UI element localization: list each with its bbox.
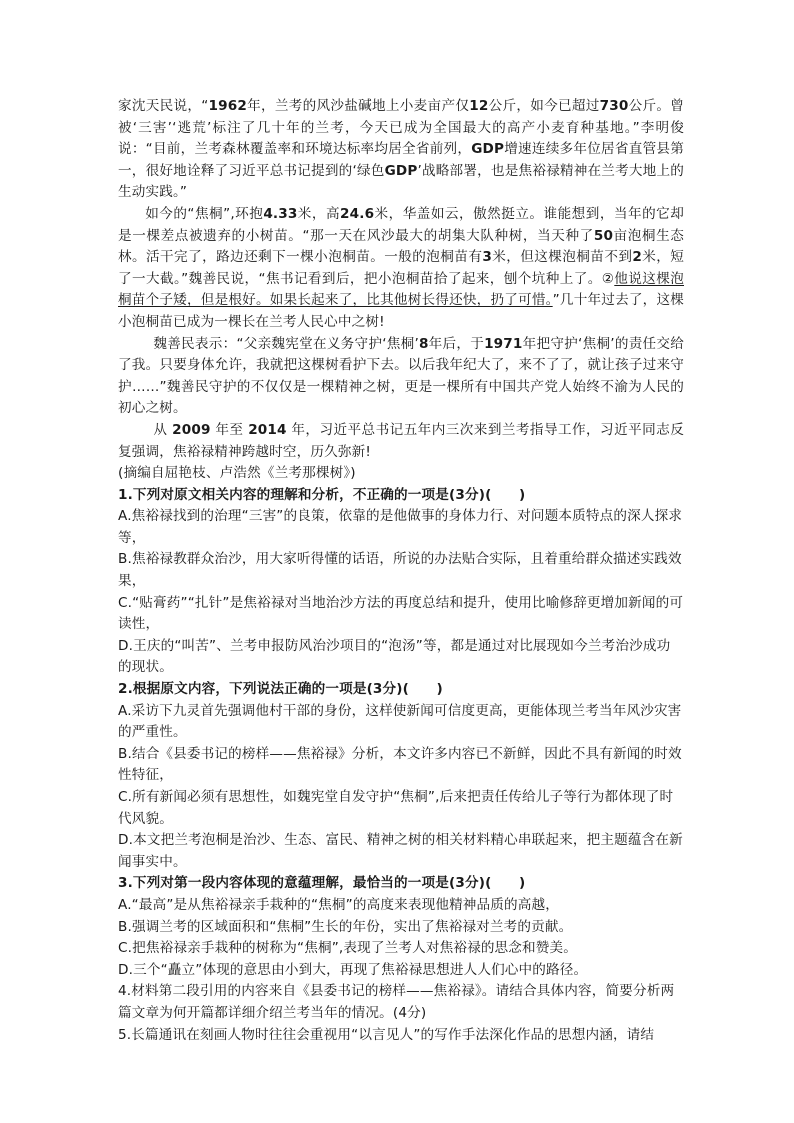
number: 2 [632, 249, 642, 266]
question-4 [118, 981, 684, 1024]
text: 年后，于 [428, 335, 485, 352]
text: 年把守护‘焦桐’的责任交给了我。只要身体允许，我就把这棵树看护下去。以后我年纪大了，来不了了，就让孩子过来守护……”魏善民守护的不仅仅是一棵精神之树，更是一棵所有中国共产党人始终不渝为人民的初心之树。 [118, 335, 684, 417]
text: 增速连续多年位居省直管县第一，很好地诠释了习近平总书记提到的‘绿色 [118, 141, 684, 179]
number: 1962 [208, 98, 247, 114]
option-a: A.“最高”是从焦裕禄亲手栽种的“焦桐”的高度来表现他精神品质的高越， [118, 896, 560, 913]
text: 公斤。曾被‘三害’‘逃荒’标注了几十年的兰考，今天已成为全国最大的高产小麦育种基地。”李明俊说：“目前，兰考森林覆盖率和环境达标率均居全省前列， [118, 98, 685, 158]
number: 8 [418, 335, 429, 352]
option-a: A.采访下九灵首先强调他村干部的身份，这样使新闻可信度更高，更能体现兰考当年风沙灾害的严重性。 [118, 702, 682, 741]
question-3 [118, 873, 684, 981]
source-attribution: (摘编自屈艳枝、卢浩然《兰考那棵树》) [118, 465, 356, 482]
number: 3 [482, 249, 492, 266]
question-stem: 4.材料第二段引用的内容来自《县委书记的榜样——焦裕禄》。请结合具体内容，简要分析两篇文章为何开篇都详细介绍兰考当年的情况。(4分) [118, 983, 675, 1021]
text: 公斤，如今已超过 [488, 98, 600, 114]
paragraph-1 [118, 96, 684, 204]
text: 米，但这棵泡桐苗不到 [491, 249, 633, 266]
text: 从 [153, 421, 168, 438]
number: 2014 [248, 421, 287, 438]
number: 50 [593, 227, 614, 244]
option-d: D.三个“矗立”体现的意思由小到大，再现了焦裕禄思想进人人们心中的路径。 [118, 961, 588, 978]
text: 米，高 [297, 205, 341, 222]
option-b: B.结合《县委书记的榜样——焦裕禄》分析，本文许多内容已不新鲜，因此不具有新闻的时效性特征， [118, 745, 682, 784]
option-c: C.“贴膏药”“扎针”是焦裕禄对当地治沙方法的再度总结和提升，使用比喻修辞更增加新闻的可读性， [118, 594, 684, 633]
text: 如今的“焦桐”,环抱 [145, 205, 264, 222]
text: 亩泡桐生态林。活干完了，路边还剩下一棵小泡桐苗。一般的泡桐苗有 [118, 227, 685, 266]
paragraph-2 [118, 204, 684, 334]
text: 年，兰考的风沙盐碱地上小麦亩产仅 [246, 98, 470, 114]
option-c: C.所有新闻必须有思想性，如魏宪堂自发守护“焦桐”,后来把责任传给儿子等行为都体现了时代风貌。 [118, 789, 674, 827]
option-d: D.王庆的“叫苦”、兰考申报防风治沙项目的“泡汤”等，都是通过对比展现如今兰考治沙成功的现状。 [118, 637, 671, 676]
number: 2009 [172, 421, 211, 438]
text: 米，华盖如云，傲然挺立。谁能想到，当年的它却是一棵差点被遗弃的小树苗。“那一天在风沙最大的胡集大队种树，当天种了 [118, 205, 685, 244]
text: 魏善民表示：“父亲魏宪堂在义务守护‘焦桐’ [153, 335, 419, 352]
question-stem: 3.下列对第一段内容体现的意蕴理解，最恰当的一项是(3分)( ) [118, 875, 526, 892]
text: 家沈天民说，“ [118, 98, 209, 114]
question-1 [118, 485, 684, 679]
text: ”几十年过去了，这棵小泡桐苗已成为一棵长在兰考人民心中之树! [118, 292, 685, 330]
option-c: C.把焦裕禄亲手栽种的树称为“焦桐”,表现了兰考人对焦裕禄的思念和赞美。 [118, 940, 578, 957]
number: GDP [384, 162, 418, 179]
number: 4.33 [263, 205, 298, 222]
text: ’战略部署，也是焦裕禄精神在兰考大地上的生动实践。” [118, 162, 684, 201]
option-d: D.本文把兰考泡桐是治沙、生态、富民、精神之树的相关材料精心串联起来，把主题蕴含在新闻事实中。 [118, 832, 683, 870]
number: 1971 [484, 335, 523, 352]
option-a: A.焦裕禄找到的治理“三害”的良策，依靠的是他做事的身体力行、对问题本质特点的深人探求等， [118, 508, 683, 546]
number: 24.6 [340, 205, 375, 222]
option-b: B.焦裕禄教群众治沙，用大家听得懂的话语，所说的办法贴合实际，且着重给群众描述实践效果， [118, 551, 682, 590]
paragraph-4 [118, 420, 684, 463]
question-stem: 5.长篇通讯在刻画人物时往往会重视用“以言见人”的写作手法深化作品的思想内涵，请结 [118, 1026, 655, 1043]
number: 12 [469, 98, 489, 114]
underlined-sentence: 他说这棵泡桐苗个子矮，但是根好。如果长起来了，比其他树长得还快，扔了可惜。 [118, 270, 684, 309]
number: GDP [471, 141, 505, 158]
text: 米，短了一大截。”魏善民说，“焦书记看到后，把小泡桐苗拾了起来，刨个坑种上了。② [118, 249, 685, 287]
number: 730 [599, 98, 629, 114]
text: 年，习近平总书记五年内三次来到兰考指导工作，习近平同志反复强调，焦裕禄精神跨越时空，历久弥新! [118, 421, 684, 460]
question-2 [118, 679, 684, 873]
text: 年至 [215, 421, 244, 438]
document-page [118, 96, 684, 1046]
option-b: B.强调兰考的区域面积和“焦桐”生长的年份，实出了焦裕禄对兰考的贡献。 [118, 918, 573, 935]
question-5 [118, 1025, 684, 1047]
question-stem: 2.根据原文内容，下列说法正确的一项是(3分)( ) [118, 681, 443, 698]
question-stem: 1.下列对原文相关内容的理解和分析，不正确的一项是(3分)( ) [118, 486, 526, 503]
paragraph-3 [118, 334, 684, 420]
